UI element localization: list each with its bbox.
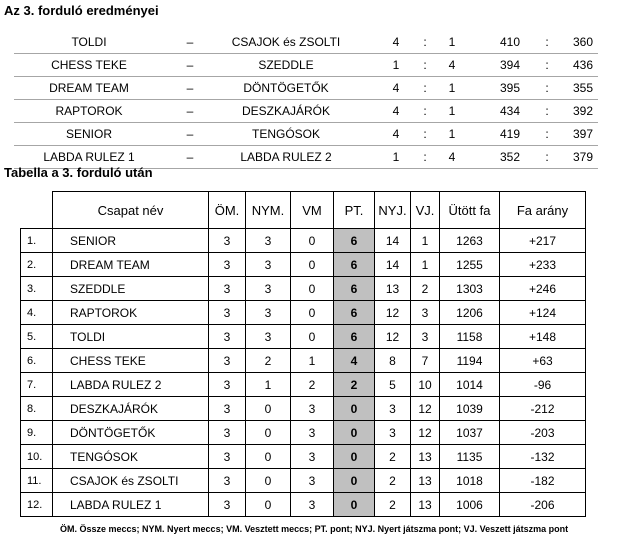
standings-team: LABDA RULEZ 2 <box>53 373 209 397</box>
result-fa-separator: : <box>545 58 549 72</box>
result-score-separator: : <box>423 35 427 49</box>
standings-header-row <box>21 192 586 229</box>
standings-vm: 0 <box>291 301 334 325</box>
header-corner <box>21 192 53 229</box>
table-row <box>21 325 586 349</box>
standings-team: DESZKAJÁRÓK <box>53 397 209 421</box>
standings-nyj: 2 <box>375 469 411 493</box>
standings-vj: 13 <box>411 445 440 469</box>
table-row <box>21 445 586 469</box>
results-list <box>14 31 598 169</box>
standings-nyj: 3 <box>375 421 411 445</box>
standings-team: SZEDDLE <box>53 277 209 301</box>
standings-arany: -203 <box>500 421 586 445</box>
standings-rank: 5. <box>21 325 53 349</box>
standings-utott: 1006 <box>440 493 500 517</box>
result-score-away: 1 <box>448 127 456 141</box>
standings-nym: 2 <box>246 349 291 373</box>
standings-team: RAPTOROK <box>53 301 209 325</box>
standings-om: 3 <box>209 325 246 349</box>
standings-arany: -182 <box>500 469 586 493</box>
standings-pt: 6 <box>334 325 375 349</box>
standings-nym: 1 <box>246 373 291 397</box>
result-away-team: DÖNTÖGETŐK <box>243 81 329 95</box>
standings-vm: 3 <box>291 397 334 421</box>
result-score-home: 4 <box>392 104 400 118</box>
standings-vj: 13 <box>411 469 440 493</box>
standings-utott: 1039 <box>440 397 500 421</box>
standings-pt: 0 <box>334 445 375 469</box>
header-utott: Ütött fa <box>440 192 500 229</box>
standings-vj: 2 <box>411 277 440 301</box>
standings-om: 3 <box>209 301 246 325</box>
header-nyj: NYJ. <box>375 192 411 229</box>
table-row <box>21 349 586 373</box>
standings-nym: 3 <box>246 301 291 325</box>
standings-om: 3 <box>209 445 246 469</box>
result-away-team: LABDA RULEZ 2 <box>240 150 332 164</box>
standings-nym: 0 <box>246 445 291 469</box>
standings-nyj: 14 <box>375 253 411 277</box>
standings-nyj: 5 <box>375 373 411 397</box>
standings-utott: 1014 <box>440 373 500 397</box>
result-row <box>14 100 598 123</box>
standings-utott: 1135 <box>440 445 500 469</box>
standings-nym: 3 <box>246 325 291 349</box>
header-nym: NYM. <box>246 192 291 229</box>
standings-team: TOLDI <box>53 325 209 349</box>
standings-rank: 4. <box>21 301 53 325</box>
standings-utott: 1263 <box>440 229 500 253</box>
standings-utott: 1303 <box>440 277 500 301</box>
standings-nyj: 3 <box>375 397 411 421</box>
result-score-away: 4 <box>448 58 456 72</box>
standings-nyj: 12 <box>375 325 411 349</box>
result-score-separator: : <box>423 104 427 118</box>
result-away-team: SZEDDLE <box>258 58 314 72</box>
result-fa-home: 395 <box>499 81 521 95</box>
result-fa-away: 360 <box>572 35 594 49</box>
standings-utott: 1255 <box>440 253 500 277</box>
standings-nyj: 2 <box>375 445 411 469</box>
standings-om: 3 <box>209 229 246 253</box>
result-score-away: 1 <box>448 35 456 49</box>
result-home-team: CHESS TEKE <box>51 58 127 72</box>
legend-footnote: ÖM. Össze meccs; NYM. Nyert meccs; VM. Vesztett meccs; PT. pont; NYJ. Nyert játszma pont; VJ. Veszett játszma pont <box>60 524 569 534</box>
result-fa-away: 436 <box>572 58 594 72</box>
standings-vm: 0 <box>291 253 334 277</box>
table-row <box>21 301 586 325</box>
standings-vm: 0 <box>291 229 334 253</box>
result-fa-separator: : <box>545 104 549 118</box>
table-row <box>21 493 586 517</box>
standings-vm: 3 <box>291 445 334 469</box>
result-score-home: 1 <box>392 150 400 164</box>
standings-team: TENGÓSOK <box>53 445 209 469</box>
standings-pt: 0 <box>334 493 375 517</box>
result-row <box>14 77 598 100</box>
table-row <box>21 229 586 253</box>
standings-vm: 3 <box>291 421 334 445</box>
result-fa-home: 410 <box>499 35 521 49</box>
standings-nym: 3 <box>246 229 291 253</box>
standings-pt: 0 <box>334 397 375 421</box>
result-dash: – <box>186 150 194 164</box>
result-away-team: TENGÓSOK <box>251 127 320 141</box>
standings-vm: 3 <box>291 493 334 517</box>
standings-nym: 0 <box>246 493 291 517</box>
header-arany: Fa arány <box>500 192 586 229</box>
standings-rank: 12. <box>21 493 53 517</box>
result-dash: – <box>186 81 194 95</box>
result-home-team: SENIOR <box>65 127 112 141</box>
standings-pt: 6 <box>334 229 375 253</box>
standings-vm: 2 <box>291 373 334 397</box>
header-vj: VJ. <box>411 192 440 229</box>
standings-utott: 1037 <box>440 421 500 445</box>
standings-pt: 6 <box>334 277 375 301</box>
result-away-team: DESZKAJÁRÓK <box>241 104 331 118</box>
standings-arany: +63 <box>500 349 586 373</box>
result-score-separator: : <box>423 150 427 164</box>
standings-om: 3 <box>209 349 246 373</box>
table-row <box>21 277 586 301</box>
standings-vj: 7 <box>411 349 440 373</box>
standings-arany: +148 <box>500 325 586 349</box>
standings-utott: 1194 <box>440 349 500 373</box>
standings-nyj: 12 <box>375 301 411 325</box>
standings-rank: 8. <box>21 397 53 421</box>
standings-om: 3 <box>209 277 246 301</box>
result-away-team: CSAJOK és ZSOLTI <box>231 35 341 49</box>
standings-pt: 2 <box>334 373 375 397</box>
standings-nym: 0 <box>246 469 291 493</box>
standings-vj: 10 <box>411 373 440 397</box>
result-score-separator: : <box>423 58 427 72</box>
standings-arany: +233 <box>500 253 586 277</box>
standings-nyj: 2 <box>375 493 411 517</box>
standings-arany: -96 <box>500 373 586 397</box>
standings-pt: 6 <box>334 253 375 277</box>
standings-pt: 0 <box>334 469 375 493</box>
result-fa-home: 352 <box>499 150 521 164</box>
result-fa-separator: : <box>545 81 549 95</box>
standings-title: Tabella a 3. forduló után <box>4 165 153 180</box>
table-row <box>21 397 586 421</box>
result-score-away: 4 <box>448 150 456 164</box>
header-pt: PT. <box>334 192 375 229</box>
standings-utott: 1018 <box>440 469 500 493</box>
table-row <box>21 253 586 277</box>
result-dash: – <box>186 35 194 49</box>
standings-arany: -206 <box>500 493 586 517</box>
standings-pt: 0 <box>334 421 375 445</box>
result-fa-away: 392 <box>572 104 594 118</box>
standings-team: CSAJOK és ZSOLTI <box>53 469 209 493</box>
standings-table <box>20 191 586 517</box>
result-fa-home: 434 <box>499 104 521 118</box>
result-home-team: DREAM TEAM <box>49 81 129 95</box>
result-fa-home: 394 <box>499 58 521 72</box>
result-row <box>14 54 598 77</box>
result-dash: – <box>186 58 194 72</box>
standings-vj: 13 <box>411 493 440 517</box>
result-score-home: 4 <box>392 127 400 141</box>
result-row <box>14 123 598 146</box>
result-fa-home: 419 <box>499 127 521 141</box>
standings-vj: 12 <box>411 397 440 421</box>
result-score-away: 1 <box>448 104 456 118</box>
standings-team: LABDA RULEZ 1 <box>53 493 209 517</box>
results-title: Az 3. forduló eredményei <box>4 3 159 18</box>
standings-arany: +124 <box>500 301 586 325</box>
standings-team: SENIOR <box>53 229 209 253</box>
table-row <box>21 469 586 493</box>
standings-rank: 1. <box>21 229 53 253</box>
standings-rank: 3. <box>21 277 53 301</box>
standings-team: DREAM TEAM <box>53 253 209 277</box>
result-score-away: 1 <box>448 81 456 95</box>
standings-nyj: 13 <box>375 277 411 301</box>
result-fa-away: 397 <box>572 127 594 141</box>
standings-om: 3 <box>209 493 246 517</box>
standings-nym: 0 <box>246 421 291 445</box>
standings-arany: +217 <box>500 229 586 253</box>
table-row <box>21 421 586 445</box>
standings-rank: 9. <box>21 421 53 445</box>
header-om: ÖM. <box>209 192 246 229</box>
standings-vm: 3 <box>291 469 334 493</box>
standings-rank: 2. <box>21 253 53 277</box>
standings-nyj: 14 <box>375 229 411 253</box>
standings-om: 3 <box>209 397 246 421</box>
standings-rank: 6. <box>21 349 53 373</box>
standings-pt: 6 <box>334 301 375 325</box>
standings-vj: 3 <box>411 325 440 349</box>
standings-team: CHESS TEKE <box>53 349 209 373</box>
standings-rank: 7. <box>21 373 53 397</box>
result-fa-away: 379 <box>572 150 594 164</box>
result-fa-separator: : <box>545 150 549 164</box>
standings-rank: 10. <box>21 445 53 469</box>
standings-om: 3 <box>209 421 246 445</box>
standings-om: 3 <box>209 373 246 397</box>
result-fa-away: 355 <box>572 81 594 95</box>
standings-vj: 12 <box>411 421 440 445</box>
result-fa-separator: : <box>545 35 549 49</box>
standings-vm: 0 <box>291 277 334 301</box>
standings-vj: 1 <box>411 253 440 277</box>
header-vm: VM <box>291 192 334 229</box>
result-score-home: 4 <box>392 35 400 49</box>
result-home-team: RAPTOROK <box>55 104 123 118</box>
standings-pt: 4 <box>334 349 375 373</box>
result-dash: – <box>186 104 194 118</box>
standings-vm: 1 <box>291 349 334 373</box>
result-fa-separator: : <box>545 127 549 141</box>
result-home-team: LABDA RULEZ 1 <box>43 150 135 164</box>
result-score-separator: : <box>423 127 427 141</box>
result-score-separator: : <box>423 81 427 95</box>
result-dash: – <box>186 127 194 141</box>
standings-arany: +246 <box>500 277 586 301</box>
result-score-home: 4 <box>392 81 400 95</box>
standings-utott: 1158 <box>440 325 500 349</box>
standings-arany: -132 <box>500 445 586 469</box>
standings-vm: 0 <box>291 325 334 349</box>
standings-vj: 3 <box>411 301 440 325</box>
result-score-home: 1 <box>392 58 400 72</box>
standings-nym: 3 <box>246 253 291 277</box>
standings-team: DÖNTÖGETŐK <box>53 421 209 445</box>
standings-utott: 1206 <box>440 301 500 325</box>
standings-arany: -212 <box>500 397 586 421</box>
standings-nym: 0 <box>246 397 291 421</box>
result-home-team: TOLDI <box>71 35 107 49</box>
table-row <box>21 373 586 397</box>
standings-om: 3 <box>209 253 246 277</box>
standings-vj: 1 <box>411 229 440 253</box>
standings-om: 3 <box>209 469 246 493</box>
standings-nyj: 8 <box>375 349 411 373</box>
result-row <box>14 31 598 54</box>
standings-nym: 3 <box>246 277 291 301</box>
header-team: Csapat név <box>53 192 209 229</box>
standings-rank: 11. <box>21 469 53 493</box>
